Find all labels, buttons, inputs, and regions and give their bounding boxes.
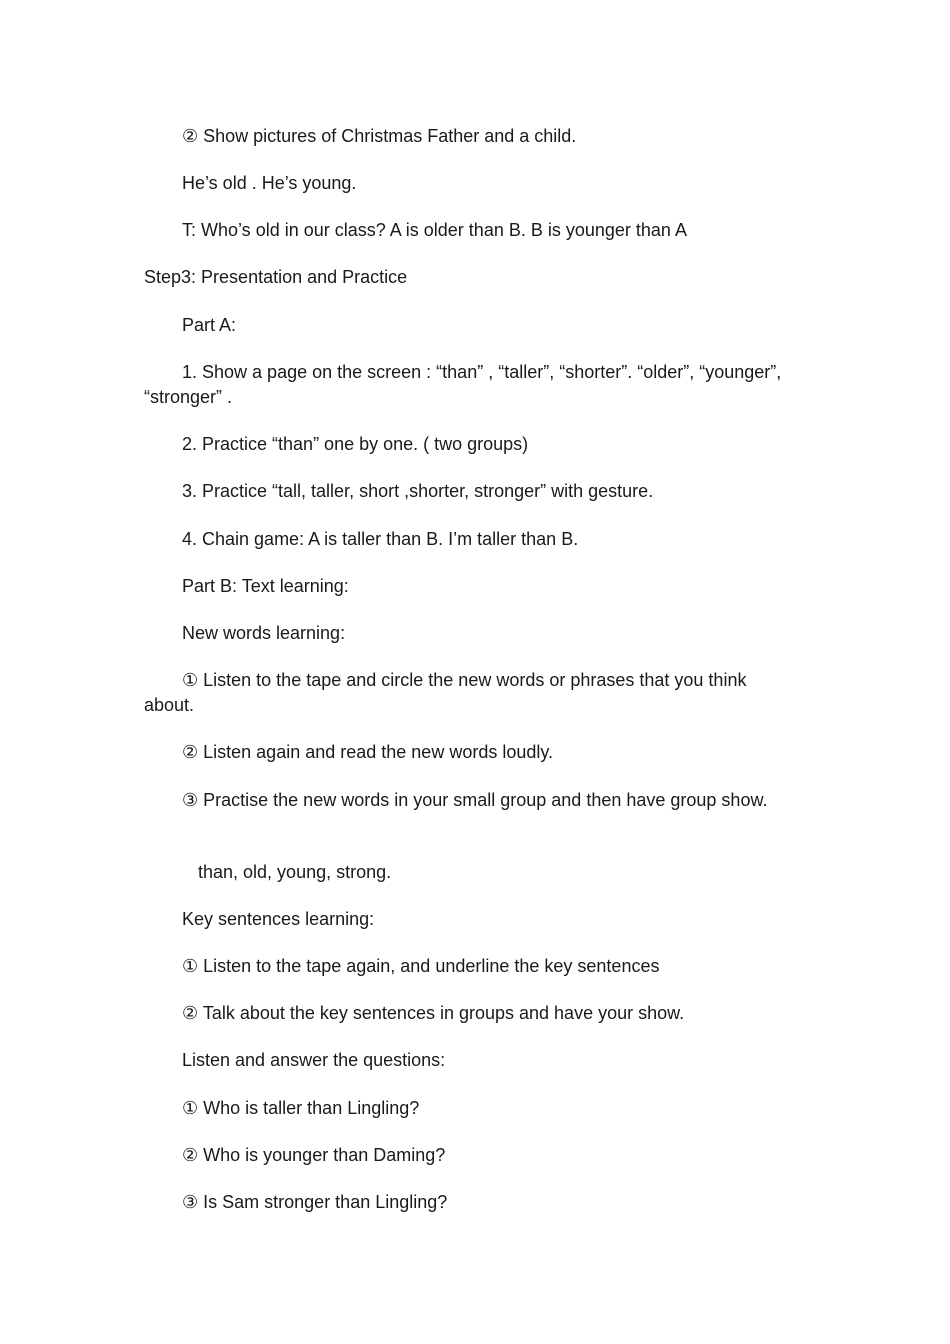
step2-item-show-pictures: ② Show pictures of Christmas Father and a child.	[182, 126, 577, 146]
part-a-item-4: 4. Chain game: A is taller than B. I’m taller than B.	[182, 529, 579, 549]
part-a-item-3: 3. Practice “tall, taller, short ,shorter, stronger” with gesture.	[182, 481, 654, 501]
new-words-item-3: ③ Practise the new words in your small group and then have group show.	[182, 790, 768, 810]
questions-heading: Listen and answer the questions:	[182, 1050, 446, 1070]
key-sentences-item-1: ① Listen to the tape again, and underline the key sentences	[182, 956, 660, 976]
new-words-list: than, old, young, strong.	[198, 862, 392, 882]
part-b-heading: Part B: Text learning:	[182, 576, 349, 596]
example-old-young: He’s old . He’s young.	[182, 173, 357, 193]
new-words-heading: New words learning:	[182, 623, 346, 643]
teacher-question: T: Who’s old in our class? A is older than B. B is younger than A	[182, 220, 687, 240]
new-words-item-2: ② Listen again and read the new words loudly.	[182, 742, 554, 762]
key-sentences-item-2: ② Talk about the key sentences in groups and have your show.	[182, 1003, 685, 1023]
key-sentences-heading: Key sentences learning:	[182, 909, 375, 929]
new-words-item-1: ① Listen to the tape and circle the new words or phrases that you think about.	[144, 670, 747, 715]
step3-heading: Step3: Presentation and Practice	[144, 267, 408, 287]
part-a-item-1: 1. Show a page on the screen : “than” , “taller”, “shorter”. “older”, “younger”, “stronger” .	[144, 362, 782, 407]
question-3: ③ Is Sam stronger than Lingling?	[182, 1192, 448, 1212]
question-2: ② Who is younger than Daming?	[182, 1145, 446, 1165]
part-a-heading: Part A:	[182, 315, 237, 335]
question-1: ① Who is taller than Lingling?	[182, 1098, 420, 1118]
part-a-item-2: 2. Practice “than” one by one. ( two groups)	[182, 434, 529, 454]
